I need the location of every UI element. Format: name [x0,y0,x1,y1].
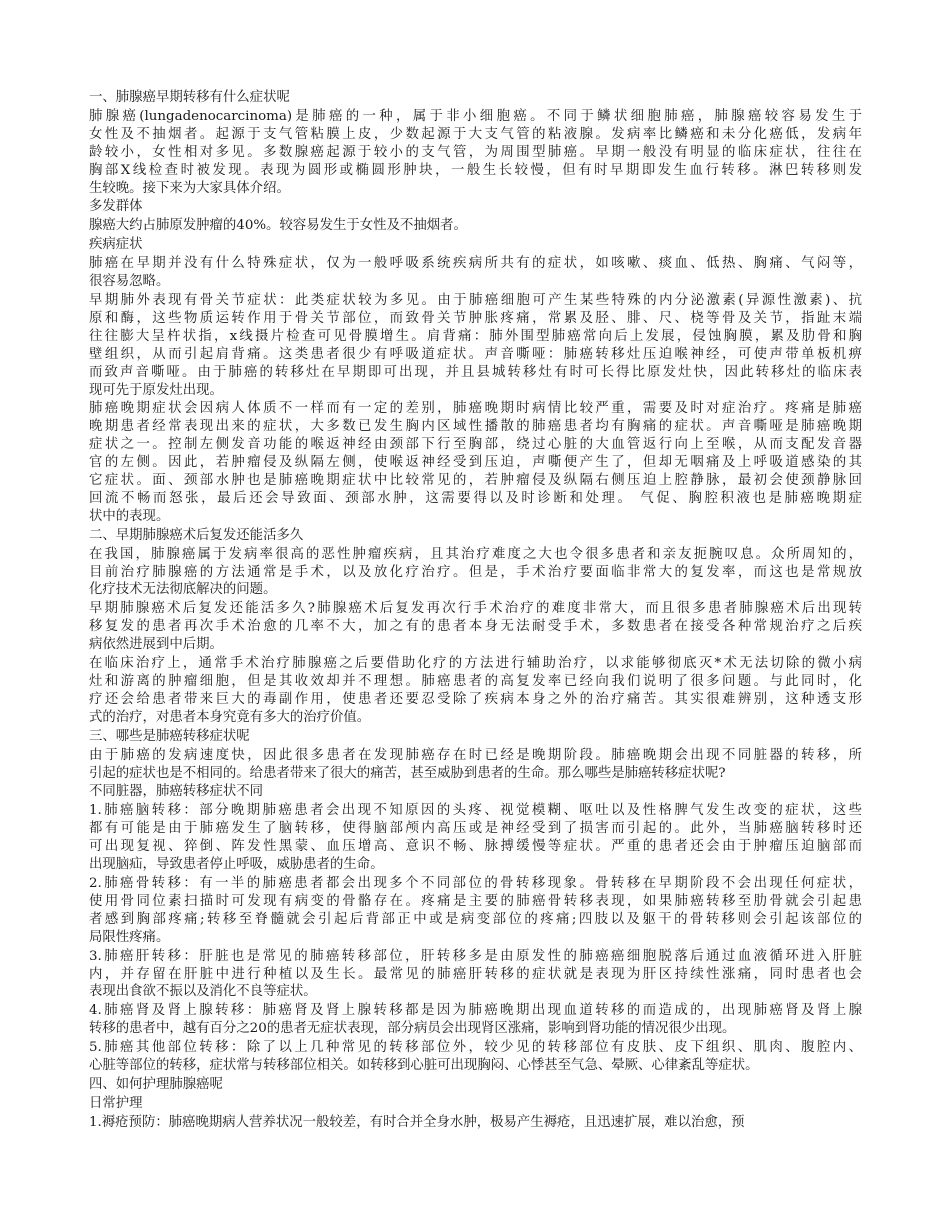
paragraph [89,108,862,198]
text-line: 2.肺癌骨转移：有一半的肺癌患者都会出现多个不同部位的骨转移现象。骨转移在早期阶段不会出现任何症状， [89,875,862,891]
text-line: 早期肺外表现有骨关节症状：此类症状较为多见。由于肺癌细胞可产生某些特殊的内分泌激素(异源性激素)、抗 [89,292,862,308]
paragraph [89,546,862,600]
text-line: 可出现复视、猝倒、阵发性黑蒙、血压增高、意识不畅、脉搏缓慢等症状。严重的患者还会由于肿瘤压迫脑部而 [89,839,862,855]
text-line: 官的左侧。因此，若肿瘤侵及纵隔左侧，使喉返神经受到压迫，声嘶便产生了，但却无咽痛及上呼吸道感染的其 [89,455,862,471]
text-line: 晚期患者经常表现出来的症状，大多数已发生胸内区域性播散的肺癌患者均有胸痛的症状。声音嘶哑是肺癌晚期 [89,419,862,435]
text-line: 在临床治疗上，通常手术治疗肺腺癌之后要借助化疗的方法进行辅助治疗，以求能够彻底灭*术无法切除的微小病 [89,656,862,672]
text-line: 3.肺癌肝转移：肝脏也是常见的肺癌转移部位，肝转移多是由原发性的肺癌癌细胞脱落后通过血液循环进入肝脏 [89,948,862,964]
text-line: 1.肺癌脑转移：部分晚期肺癌患者会出现不知原因的头疼、视觉模糊、呕吐以及性格脾气发生改变的症状，这些 [89,803,862,819]
text-line: 不同脏器，肺癌转移症状不同 [89,784,264,800]
text-line: 而致声音嘶哑。由于肺癌的转移灶在早期即可出现，并且县城转移灶有时可长得比原发灶快，因此转移灶的临床表 [89,364,862,380]
paragraph [89,1114,862,1132]
text-line: 早期肺腺癌术后复发还能活多久?肺腺癌术后复发再次行手术治疗的难度非常大，而且很多患者肺腺癌术后出现转 [89,601,862,617]
text-line: 原和酶，这些物质运转作用于骨关节部位，而致骨关节肿胀疼痛，常累及胫、腓、尺、桡等骨及关节，指趾末端 [89,310,862,326]
text-line: 它症状。面、颈部水肿也是肺癌晚期症状中比较常见的，若肿瘤侵及纵隔右侧压迫上腔静脉，最初会使颈静脉回 [89,473,862,489]
paragraph [89,655,862,727]
section-heading [89,89,862,107]
text-line: 疾病症状 [89,237,143,253]
text-line: 心脏等部位的转移，症状常与转移部位相关。如转移到心脏可出现胸闷、心悸甚至气急、晕厥、心律紊乱等症状。 [89,1058,759,1074]
text-line: 式的治疗，对患者本身究竟有多大的治疗价值。 [89,709,371,725]
text-line: 往往膨大呈杵状指，x线摄片检查可见骨膜增生。肩背痛：肺外围型肺癌常向后上发展，侵蚀胸膜，累及肋骨和胸 [89,328,862,344]
text-line: 肺癌在早期并没有什么特殊症状，仅为一般呼吸系统疾病所共有的症状，如咳嗽、痰血、低热、胸痛、气闷等， [89,256,862,272]
text-line: 在我国，肺腺癌属于发病率很高的恶性肿瘤疾病，且其治疗难度之大也令很多患者和亲友扼腕叹息。众所周知的， [89,546,862,562]
text-line: 状中的表现。 [89,508,170,524]
text-line: 疗还会给患者带来巨大的毒副作用，使患者还要忍受除了疾病本身之外的治疗痛苦。其实很难辨别，这种透支形 [89,691,862,707]
text-line: 灶和游离的肿瘤细胞，但是其收效却并不理想。肺癌患者的高复发率已经向我们说明了很多问题。与此同时，化 [89,674,862,689]
text-line: 四、如何护理肺腺癌呢 [89,1076,223,1092]
text-line: 现可先于原发灶出现。 [89,382,223,398]
text-line: 使用骨同位素扫描时可发现有病变的骨骼存在。疼痛是主要的肺癌骨转移表现，如果肺癌转移至肋骨就会引起患 [89,893,862,909]
text-line: 壁组织，从而引起肩背痛。这类患者很少有呼吸道症状。声音嘶哑：肺癌转移灶压迫喉神经，可使声带单板机痹 [89,346,862,362]
text-line: 者感到胸部疼痛;转移至脊髓就会引起后背部正中或是病变部位的疼痛;四肢以及躯干的骨转移则会引起该部位的 [89,911,862,927]
text-line: 5.肺癌其他部位转移：除了以上几种常见的转移部位外，较少见的转移部位有皮肤、皮下组织、肌肉、腹腔内、 [89,1040,862,1056]
text-line: 很容易忽略。 [89,274,170,290]
paragraph [89,217,862,235]
text-line: 肺腺癌(lungadenocarcinoma)是肺癌的一种，属于非小细胞癌。不同于鳞状细胞肺癌，肺腺癌较容易发生于 [89,108,862,124]
text-line: 都有可能是由于肺癌发生了脑转移，使得脑部颅内高压或是神经受到了损害而引起的。此外，当肺癌脑转移时还 [89,821,862,837]
section-heading [89,236,862,254]
text-line: 女性及不抽烟者。起源于支气管粘膜上皮，少数起源于大支气管的粘液腺。发病率比鳞癌和未分化癌低，发病年 [89,126,862,142]
text-line: 局限性疼痛。 [89,929,170,945]
text-line: 转移的患者中，越有百分之20的患者无症状表现，部分病员会出现肾区涨痛，影响到肾功能的情况很少出现。 [89,1021,736,1037]
section-heading [89,198,862,216]
text-line: 病依然进展到中后期。 [89,637,223,653]
text-line: 出现脑疝，导致患者停止呼吸，威胁患者的生命。 [89,857,384,873]
text-line: 肺癌晚期症状会因病人体质不一样而有一定的差别，肺癌晚期时病情比较严重，需要及时对症治疗。疼痛是肺癌 [89,401,862,417]
text-line: 龄较小，女性相对多见。多数腺癌起源于较小的支气管，为周围型肺癌。早期一般没有明显的临床症状，往往在 [89,144,862,160]
text-line: 引起的症状也是不相同的。给患者带来了很大的痛苦，甚至威胁到患者的生命。那么哪些是肺癌转移症状呢? [89,765,726,781]
section-heading [89,1076,862,1094]
paragraph [89,802,862,874]
paragraph [89,255,862,291]
section-heading [89,1095,862,1113]
section-heading [89,783,862,801]
text-line: 表现出食欲不振以及消化不良等症状。 [89,984,317,1000]
text-line: 二、早期肺腺癌术后复发还能活多久 [89,527,304,543]
text-line: 化疗技术无法彻底解决的问题。 [89,582,277,598]
paragraph [89,747,862,783]
text-line: 4.肺癌肾及肾上腺转移：肺癌肾及肾上腺转移都是因为肺癌晚期出现血道转移的而造成的，出现肺癌肾及肾上腺 [89,1003,862,1019]
paragraph [89,875,862,947]
paragraph [89,600,862,654]
paragraph [89,400,862,525]
text-line: 目前治疗肺腺癌的方法通常是手术，以及放化疗治疗。但是，手术治疗要面临非常大的复发率，而这也是常规放 [89,564,862,580]
section-heading [89,728,862,746]
paragraph [89,292,862,399]
text-line: 症状之一。控制左侧发音功能的喉返神经由颈部下行至胸部，绕过心脏的大血管返行向上至喉，从而支配发音器 [89,437,862,453]
text-line: 日常护理 [89,1095,143,1111]
section-heading [89,527,862,545]
text-line: 腺癌大约占肺原发肿瘤的40%。较容易发生于女性及不抽烟者。 [89,218,467,234]
paragraph [89,1039,862,1075]
text-line: 多发群体 [89,199,143,215]
paragraph [89,1002,862,1038]
text-line: 胸部X线检查时被发现。表现为圆形或椭圆形肿块，一般生长较慢，但有时早期即发生血行转移。淋巴转移则发 [89,162,862,178]
text-line: 生较晚。接下来为大家具体介绍。 [89,180,290,196]
text-line: 内，并存留在肝脏中进行种植以及生长。最常见的肺癌肝转移的症状就是表现为肝区持续性涨痛，同时患者也会 [89,966,862,982]
text-line: 回流不畅而怒张，最后还会导致面、颈部水肿，这需要得以及时诊断和处理。 气促、胸腔积液也是肺癌晚期症 [89,490,862,506]
text-line: 一、肺腺癌早期转移有什么症状呢 [89,90,290,105]
text-line: 1.褥疮预防：肺癌晚期病人营养状况一般较差，有时合并全身水肿，极易产生褥疮，且迅速扩展，难以治愈，预 [89,1114,745,1130]
text-line: 三、哪些是肺癌转移症状呢 [89,728,250,744]
text-line: 移复发的患者再次手术治愈的几率不大，加之有的患者本身无法耐受手术，多数患者在接受各种常规治疗之后疾 [89,619,862,635]
text-line: 由于肺癌的发病速度快，因此很多患者在发现肺癌存在时已经是晚期阶段。肺癌晚期会出现不同脏器的转移，所 [89,747,862,763]
paragraph [89,948,862,1002]
